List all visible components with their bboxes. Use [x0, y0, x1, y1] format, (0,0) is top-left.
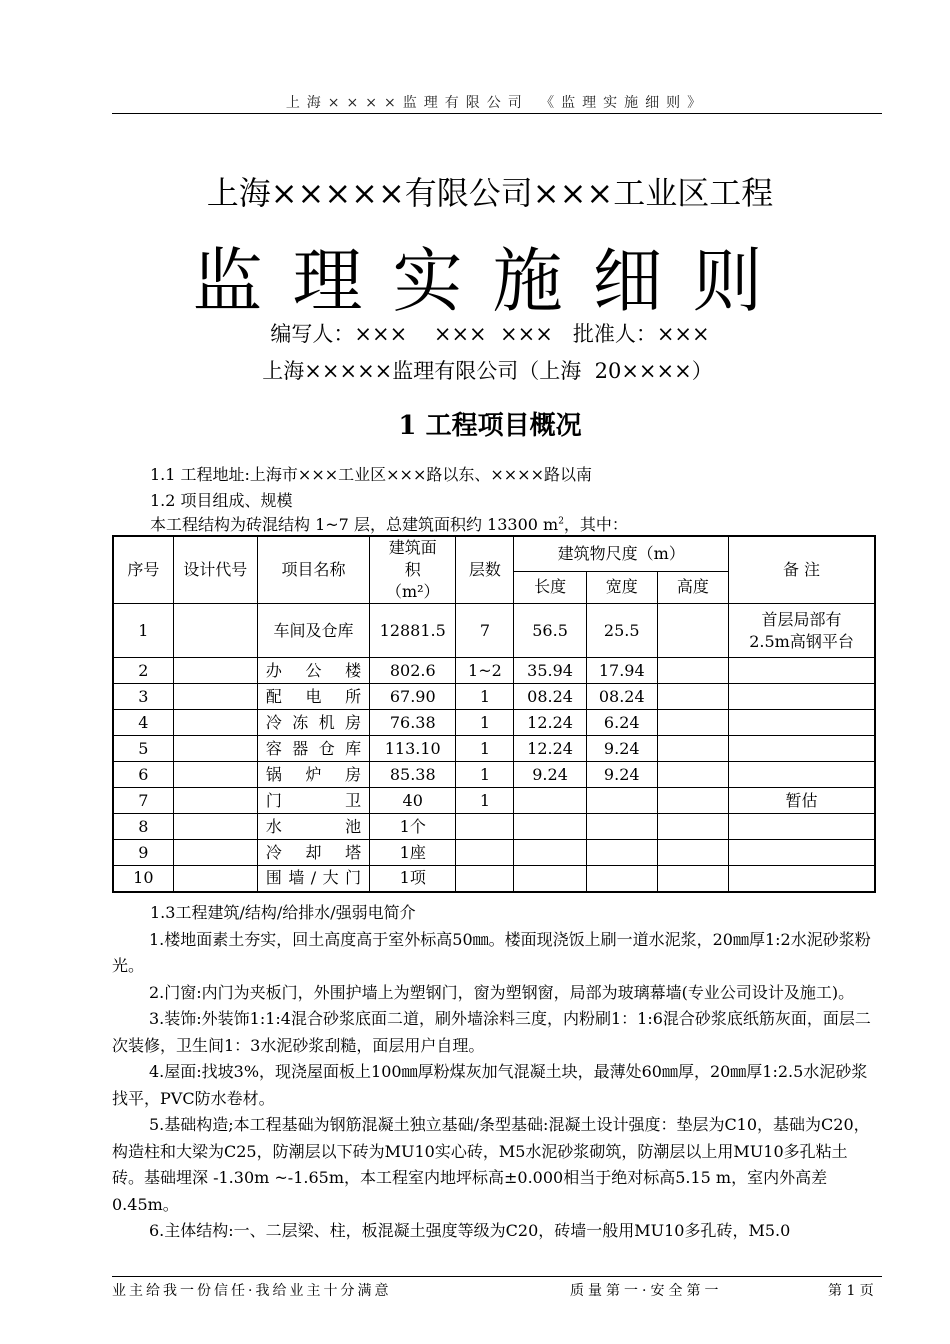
document-title-main: 监理实施细则	[192, 240, 793, 322]
section-title: 1 工程项目概况	[398, 411, 582, 441]
cell-length	[514, 866, 586, 892]
cell-width: 6.24	[586, 710, 657, 736]
structure-summary-sup: 2	[558, 516, 564, 527]
cell-height	[657, 710, 728, 736]
footer-motto: 质量第一·安全第一	[570, 1283, 723, 1299]
cell-code	[173, 840, 257, 866]
header-name: 项目名称	[257, 536, 369, 604]
cell-remarks-line2: 2.5m高钢平台	[749, 631, 854, 651]
cell-remarks	[729, 840, 875, 866]
cell-area: 1项	[370, 866, 456, 892]
cell-height	[657, 814, 728, 840]
paragraph-floor: 1.楼地面素土夯实，回土高度高于室外标高50㎜。楼面现浇饭上刷一道水泥浆，20㎜厚1:2水泥砂浆粉光。	[112, 929, 871, 975]
cell-code	[173, 604, 257, 658]
cell-height	[657, 866, 728, 892]
cell-width: 08.24	[586, 684, 657, 710]
document-title-project: 上海×××××有限公司×××工业区工程	[206, 174, 774, 212]
cell-length	[514, 814, 586, 840]
cell-floors	[456, 840, 514, 866]
body-text	[112, 900, 872, 1245]
cell-no: 3	[113, 684, 173, 710]
paragraph-roof: 4.屋面:找坡3%，现浇屋面板上100㎜厚粉煤灰加气混凝土块，最薄处60㎜厚，20㎜厚1:2.5水泥砂浆找平，PVC防水卷材。	[112, 1062, 868, 1108]
cell-no: 7	[113, 788, 173, 814]
subsection-heading: 1.3工程建筑/结构/给排水/强弱电简介	[150, 903, 416, 922]
cell-remarks	[729, 658, 875, 684]
cell-floors: 1	[456, 788, 514, 814]
structure-summary-tail: ，其中：	[563, 515, 628, 534]
cell-area: 113.10	[370, 736, 456, 762]
cell-area: 40	[370, 788, 456, 814]
header-dimensions: 建筑物尺度（m）	[514, 536, 729, 571]
cell-no: 10	[113, 866, 173, 892]
header-floors: 层数	[456, 536, 514, 604]
cell-name: 配电所	[257, 684, 369, 710]
structure-summary-text: 本工程结构为砖混结构 1~7 层，总建筑面积约 13300 m	[150, 515, 559, 534]
cell-code	[173, 814, 257, 840]
cell-remarks	[729, 604, 875, 658]
paragraph-foundation: 5.基础构造;本工程基础为钢筋混凝土独立基础/条型基础:混凝土设计强度：垫层为C10，基础为C20，构造柱和大梁为C25，防潮层以下砖为MU10实心砖，M5水泥砂浆砌筑，防潮层以上用MU10多孔粘土砖。基础埋深 -1.30m ~-1.65m，本工程室内地坪标高±0.000相当于绝对标高5.15 m，室内外高差0.45m。	[112, 1115, 870, 1214]
cell-code	[173, 658, 257, 684]
cell-floors: 7	[456, 604, 514, 658]
cell-remarks	[729, 736, 875, 762]
cell-remarks	[729, 866, 875, 892]
page-header: 上海××××监理有限公司 《监理实施细则》	[285, 95, 709, 111]
project-address: 1.1 工程地址:上海市×××工业区×××路以东、××××路以南	[150, 465, 592, 484]
cell-width: 17.94	[586, 658, 657, 684]
cell-name: 冷却塔	[257, 840, 369, 866]
cell-height	[657, 788, 728, 814]
cell-length: 12.24	[514, 736, 586, 762]
cell-code	[173, 736, 257, 762]
table-row	[113, 840, 875, 866]
cell-floors: 1	[456, 684, 514, 710]
header-design-code: 设计代号	[173, 536, 257, 604]
cell-no: 5	[113, 736, 173, 762]
cell-length: 9.24	[514, 762, 586, 788]
cell-floors: 1	[456, 736, 514, 762]
cell-name: 冷冻机房	[257, 710, 369, 736]
project-table	[112, 535, 876, 893]
header-area: 建筑面积（m²）	[370, 536, 456, 604]
cell-floors: 1~2	[456, 658, 514, 684]
cell-area: 12881.5	[370, 604, 456, 658]
cell-remarks: 暂估	[729, 788, 875, 814]
cell-width	[586, 788, 657, 814]
cell-remarks-line1: 首层局部有	[761, 609, 842, 629]
cell-floors: 1	[456, 762, 514, 788]
cell-code	[173, 788, 257, 814]
cell-height	[657, 840, 728, 866]
cell-height	[657, 684, 728, 710]
cell-length: 35.94	[514, 658, 586, 684]
cell-floors	[456, 866, 514, 892]
cell-height	[657, 658, 728, 684]
cell-name: 容器仓库	[257, 736, 369, 762]
cell-height	[657, 604, 728, 658]
paragraph-doors-windows: 2.门窗:内门为夹板门，外围护墙上为塑钢门，窗为塑钢窗，局部为玻璃幕墙(专业公司设计及施工)。	[149, 982, 855, 1002]
cell-no: 8	[113, 814, 173, 840]
company-line: 上海×××××监理有限公司（上海 20××××）	[262, 359, 713, 383]
cell-height	[657, 736, 728, 762]
cell-name: 办公楼	[257, 658, 369, 684]
cell-name: 门卫	[257, 788, 369, 814]
cell-code	[173, 866, 257, 892]
cell-code	[173, 762, 257, 788]
cell-width	[586, 866, 657, 892]
table-row	[113, 762, 875, 788]
cell-height	[657, 762, 728, 788]
header-remarks: 备 注	[729, 536, 875, 604]
cell-no: 4	[113, 710, 173, 736]
cell-length: 12.24	[514, 710, 586, 736]
table-row	[113, 684, 875, 710]
table-row	[113, 866, 875, 892]
structure-summary	[150, 512, 628, 535]
project-composition-heading: 1.2 项目组成、规模	[150, 491, 293, 510]
cell-remarks	[729, 762, 875, 788]
cell-code	[173, 710, 257, 736]
cell-no: 1	[113, 604, 173, 658]
cell-name: 锅炉房	[257, 762, 369, 788]
footer-slogan: 业主给我一份信任·我给业主十分满意	[112, 1283, 392, 1299]
cell-width: 9.24	[586, 762, 657, 788]
table-row	[113, 710, 875, 736]
authors-line: 编写人：××× ××× ××× 批准人：×××	[270, 322, 710, 346]
table-row	[113, 658, 875, 684]
cell-length: 56.5	[514, 604, 586, 658]
paragraph-main-structure: 6.主体结构:一、二层梁、柱，板混凝土强度等级为C20，砖墙一般用MU10多孔砖，M5.0	[149, 1221, 791, 1240]
cell-width	[586, 814, 657, 840]
header-width: 宽度	[586, 571, 657, 604]
header-height: 高度	[657, 571, 728, 604]
cell-area: 67.90	[370, 684, 456, 710]
header-no: 序号	[113, 536, 173, 604]
cell-remarks	[729, 814, 875, 840]
cell-length: 08.24	[514, 684, 586, 710]
cell-width	[586, 840, 657, 866]
cell-area: 85.38	[370, 762, 456, 788]
cell-no: 9	[113, 840, 173, 866]
cell-length	[514, 840, 586, 866]
footer-divider	[112, 1276, 882, 1277]
paragraph-decoration: 3.装饰:外装饰1:1:4混合砂浆底面二道，刷外墙涂料三度，内粉刷1：1:6混合砂浆底纸筋灰面，面层二次装修，卫生间1：3水泥砂浆刮糙，面层用户自理。	[112, 1009, 871, 1055]
page-number: 第 1 页	[828, 1283, 874, 1299]
cell-remarks	[729, 710, 875, 736]
cell-code	[173, 684, 257, 710]
cell-area: 1座	[370, 840, 456, 866]
table-row	[113, 814, 875, 840]
cell-area: 802.6	[370, 658, 456, 684]
cell-name: 车间及仓库	[257, 604, 369, 658]
cell-area: 1个	[370, 814, 456, 840]
cell-floors	[456, 814, 514, 840]
table-row	[113, 736, 875, 762]
cell-name: 水池	[257, 814, 369, 840]
table-row	[113, 788, 875, 814]
cell-no: 2	[113, 658, 173, 684]
header-length: 长度	[514, 571, 586, 604]
cell-floors: 1	[456, 710, 514, 736]
cell-width: 9.24	[586, 736, 657, 762]
cell-no: 6	[113, 762, 173, 788]
cell-remarks	[729, 684, 875, 710]
cell-name: 围墙/大门	[257, 866, 369, 892]
cell-area: 76.38	[370, 710, 456, 736]
cell-length	[514, 788, 586, 814]
header-divider	[112, 113, 882, 114]
table-row	[113, 604, 875, 658]
cell-width: 25.5	[586, 604, 657, 658]
